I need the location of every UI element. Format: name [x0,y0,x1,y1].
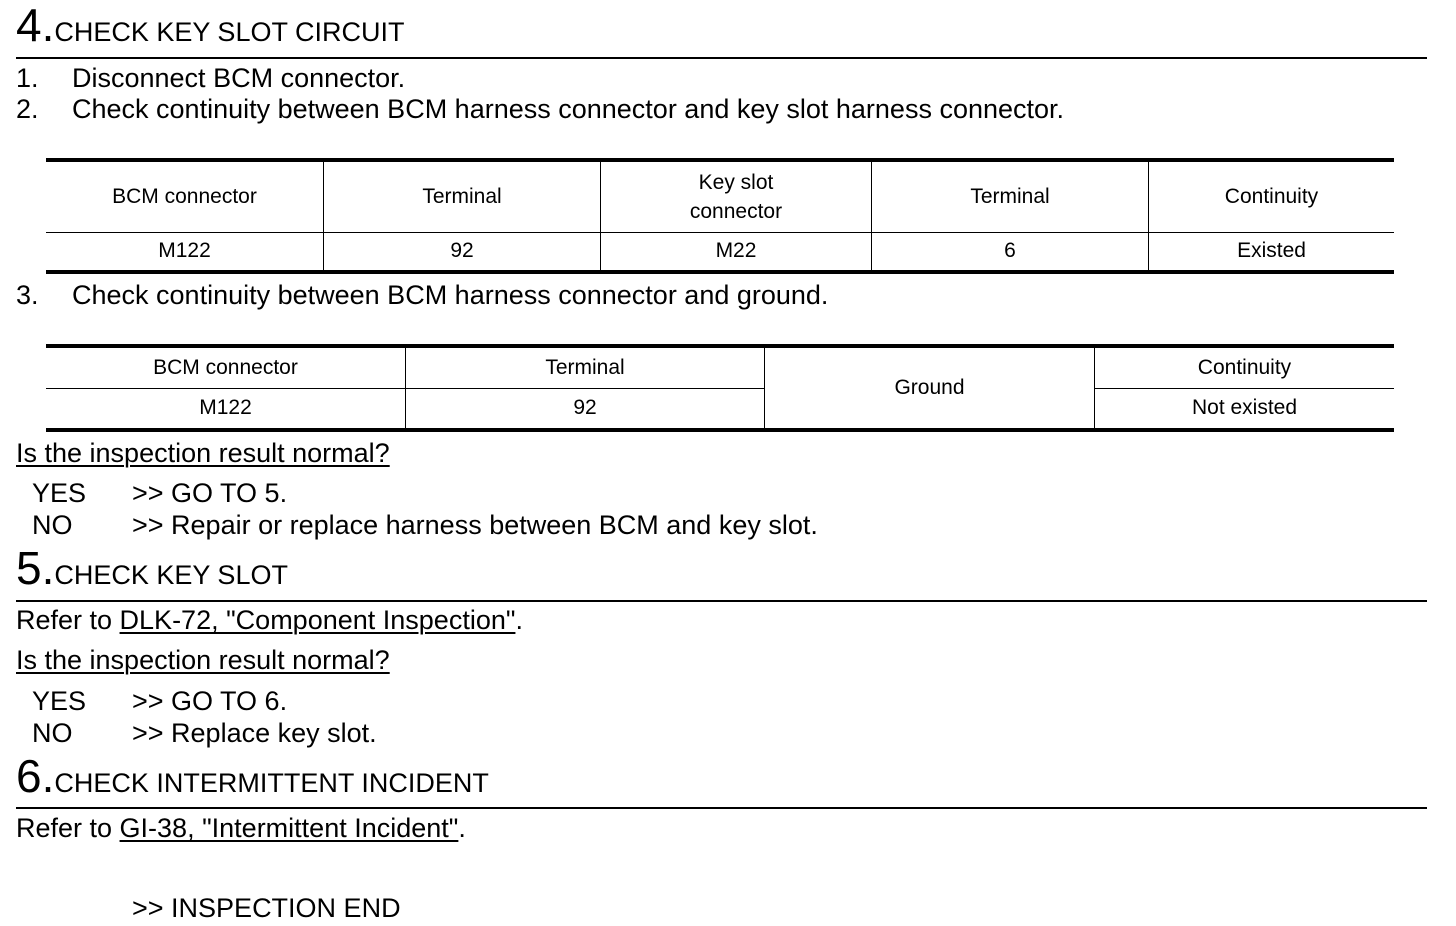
table-cell: Existed [1149,232,1395,272]
item-text: Disconnect BCM connector. [72,63,406,93]
yes-action: >> GO TO 5. [132,478,288,508]
refer-suffix: . [515,605,523,635]
section-divider [16,57,1427,59]
refer-suffix: . [458,813,466,843]
inspection-end: >> INSPECTION END [132,893,401,923]
yes-label: YES [32,686,87,716]
header-cell [601,160,872,232]
yes-action: >> GO TO 6. [132,686,288,716]
refer-prefix: Refer to [16,813,120,843]
step-4-heading [16,0,405,51]
continuity-table-keyslot [46,158,1394,274]
table-cell: Not existed [1095,388,1395,430]
inspection-question: Is the inspection result normal? [16,438,390,468]
table-cell: 92 [324,232,601,272]
no-label: NO [32,718,73,748]
header-cell: Terminal [872,160,1149,232]
refer-prefix: Refer to [16,605,120,635]
step-number: 4. [16,0,55,51]
item-text: Check continuity between BCM harness connector and key slot harness connector. [72,94,1065,124]
continuity-table-ground [46,344,1394,432]
header-cell: Continuity [1149,160,1395,232]
header-cell: BCM connector [46,160,324,232]
dlk-72-link[interactable]: DLK-72, "Component Inspection" [119,605,516,635]
item-number: 3. [16,280,39,310]
header-cell: BCM connector [46,346,406,388]
step-title: CHECK INTERMITTENT INCIDENT [54,768,489,798]
step-5-heading [16,542,288,594]
table-cell: M22 [601,232,872,272]
no-action: >> Replace key slot. [132,718,377,748]
header-line: connector [689,199,783,223]
no-action: >> Repair or replace harness between BCM and key slot. [132,510,818,540]
item-number: 2. [16,94,39,124]
step-title: CHECK KEY SLOT CIRCUIT [54,17,405,47]
yes-label: YES [32,478,87,508]
table-cell: 6 [872,232,1149,272]
header-line: Key slot [698,170,774,194]
step-title: CHECK KEY SLOT [54,560,288,590]
section-divider [16,600,1427,602]
item-text: Check continuity between BCM harness connector and ground. [72,280,829,310]
header-cell: Terminal [324,160,601,232]
step-6-heading [16,750,489,802]
header-cell: Continuity [1095,346,1395,388]
table-cell: M122 [46,232,324,272]
step-number: 6. [16,750,55,802]
step-number: 5. [16,542,55,594]
item-number: 1. [16,63,39,93]
refer-line [16,605,523,635]
section-divider [16,807,1427,809]
gi-38-link[interactable]: GI-38, "Intermittent Incident" [119,813,459,843]
table-cell: 92 [406,388,765,430]
table-cell: M122 [46,388,406,430]
no-label: NO [32,510,73,540]
refer-line [16,813,466,843]
inspection-question: Is the inspection result normal? [16,645,390,675]
header-cell: Terminal [406,346,765,388]
ground-cell: Ground [765,346,1095,430]
